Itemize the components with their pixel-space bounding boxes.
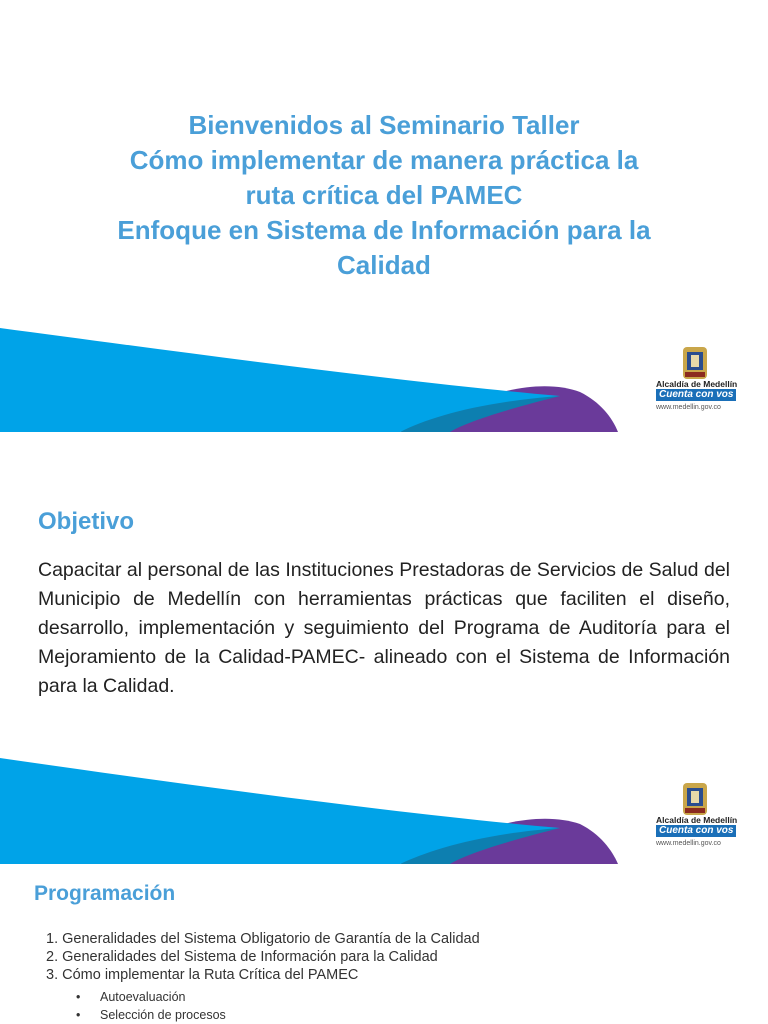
sub-list-item bbox=[76, 1006, 226, 1024]
slide-title-heading bbox=[40, 108, 728, 283]
medellin-logo bbox=[648, 782, 752, 862]
sub-list-item-label: Autoevaluación bbox=[100, 990, 186, 1004]
list-item: 1. Generalidades del Sistema Obligatorio de Garantía de la Calidad bbox=[46, 931, 480, 947]
title-line: Enfoque en Sistema de Información para la bbox=[117, 215, 651, 245]
logo-name: Alcaldía de Medellín bbox=[656, 815, 738, 825]
objective-text: Capacitar al personal de las Instituciones Prestadoras de Servicios de Salud del Municipio de Medellín con herramientas prácticas que faciliten el diseño, desarrollo, implementación y seguimiento del Programa de Auditoría para el Mejoramiento de la Calidad-PAMEC- alineado con el Sistema de Información para la Calidad. bbox=[38, 559, 730, 697]
slide-separator bbox=[0, 432, 768, 468]
bullet-icon: • bbox=[76, 990, 81, 1004]
coat-of-arms-icon bbox=[682, 782, 708, 816]
slide-title bbox=[0, 0, 768, 432]
objective-heading: Objetivo bbox=[38, 508, 135, 535]
slide-programming bbox=[0, 866, 768, 1024]
medellin-logo bbox=[648, 346, 752, 426]
sub-list-item bbox=[76, 988, 226, 1006]
logo-slogan: Cuenta con vos bbox=[656, 389, 736, 401]
list-item: 3. Cómo implementar la Ruta Crítica del PAMEC bbox=[46, 967, 359, 983]
title-line: Calidad bbox=[337, 250, 431, 280]
bullet-icon: • bbox=[76, 1008, 81, 1022]
sub-list-item-label: Selección de procesos bbox=[100, 1008, 226, 1022]
slide-objective bbox=[0, 468, 768, 864]
title-line: ruta crítica del PAMEC bbox=[245, 180, 523, 210]
logo-url: www.medellin.gov.co bbox=[656, 404, 721, 411]
programming-heading: Programación bbox=[34, 882, 176, 905]
title-line: Cómo implementar de manera práctica la bbox=[129, 145, 639, 175]
coat-of-arms-icon bbox=[682, 346, 708, 380]
title-line: Bienvenidos al Seminario Taller bbox=[188, 110, 580, 140]
programming-list bbox=[46, 930, 480, 984]
logo-slogan: Cuenta con vos bbox=[656, 825, 736, 837]
logo-url: www.medellin.gov.co bbox=[656, 840, 721, 847]
list-item: 2. Generalidades del Sistema de Información para la Calidad bbox=[46, 949, 438, 965]
logo-name: Alcaldía de Medellín bbox=[656, 379, 738, 389]
programming-sublist bbox=[76, 988, 226, 1024]
